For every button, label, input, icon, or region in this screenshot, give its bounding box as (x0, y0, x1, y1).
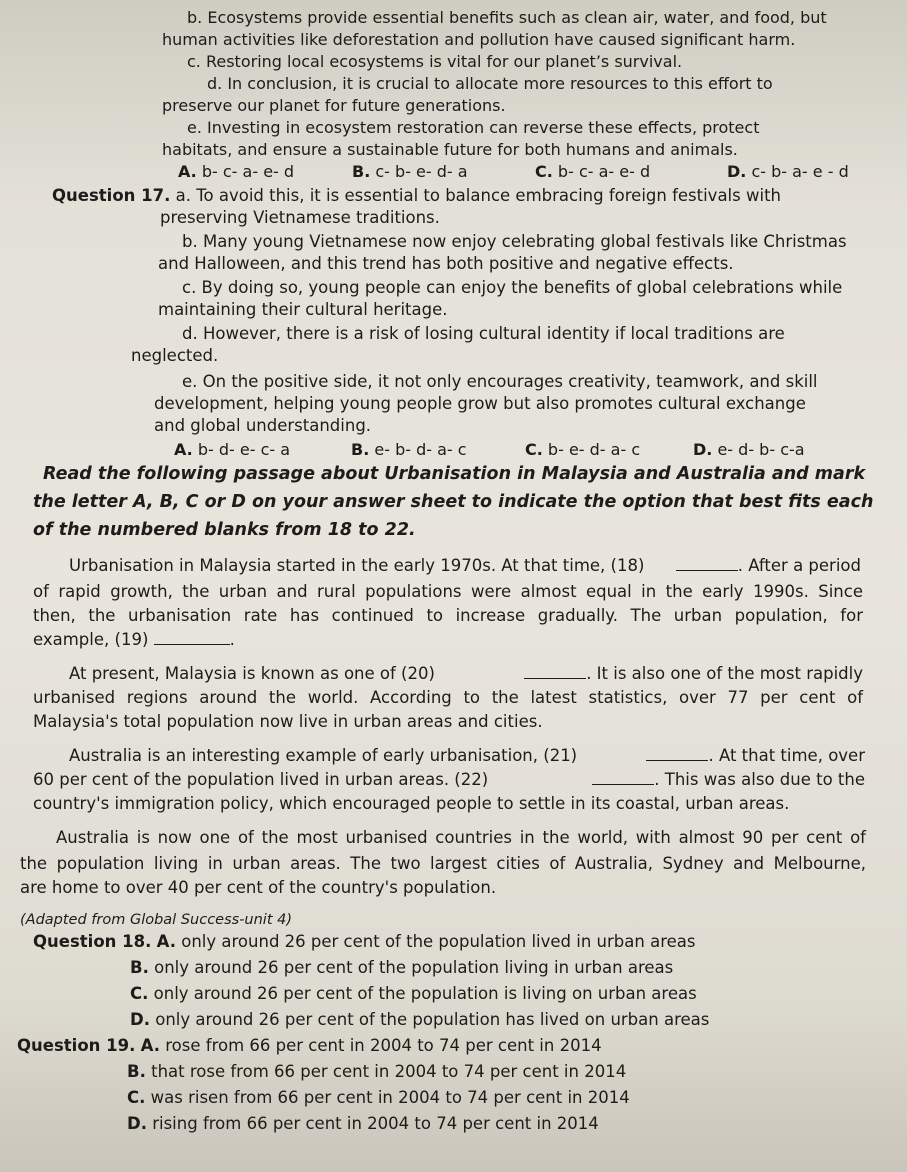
q17-e-line3: and global understanding. (154, 416, 372, 435)
q18-label: Question 18. (33, 932, 152, 951)
passage-p3-line1 (69, 746, 865, 766)
q17-e-line1: e. On the positive side, it not only encourages creativity, teamwork, and skill (182, 372, 818, 391)
q19-option-d[interactable] (127, 1114, 599, 1134)
option-letter: D. (693, 440, 713, 459)
p2-text-before-20: At present, Malaysia is known as one of (20) (69, 664, 441, 683)
q16-c: c. Restoring local ecosystems is vital for our planet’s survival. (187, 52, 683, 71)
q16-b-line2: human activities like deforestation and pollution have caused significant harm. (162, 30, 796, 49)
q19-option-b[interactable] (127, 1062, 626, 1082)
option-letter: B. (127, 1062, 146, 1081)
blank-18 (676, 556, 738, 571)
passage-p1-line1 (69, 556, 861, 576)
option-text: e- b- d- a- c (374, 440, 467, 459)
option-text: e- d- b- c-a (717, 440, 805, 459)
passage-p1-line2: of rapid growth, the urban and rural populations were almost equal in the early 1990s. Since (33, 582, 863, 601)
passage-p3-line2 (33, 770, 865, 790)
passage-p3-line3: country's immigration policy, which encouraged people to settle in its coastal, urban areas. (33, 794, 790, 813)
option-letter: C. (535, 162, 553, 181)
option-letter: B. (351, 440, 370, 459)
q17-b-line2: and Halloween, and this trend has both positive and negative effects. (158, 254, 734, 273)
passage-p1-line4 (33, 630, 235, 650)
q17-e-line2: development, helping young people grow but also promotes cultural exchange (154, 394, 806, 413)
passage-source: (Adapted from Global Success-unit 4) (20, 912, 293, 928)
p1-text-after-18: . After a period (737, 556, 861, 575)
option-letter: D. (130, 1010, 150, 1029)
q17-label: Question 17. (52, 186, 171, 205)
q17-option-a[interactable] (174, 440, 290, 460)
instruction-line2: the letter A, B, C or D on your answer sheet to indicate the option that best fits each (33, 492, 874, 512)
q16-d-line1: d. In conclusion, it is crucial to allocate more resources to this effort to (207, 74, 773, 93)
option-text: b- e- d- a- c (547, 440, 641, 459)
option-text: b- d- e- c- a (197, 440, 291, 459)
passage-p2-line1 (69, 664, 863, 684)
q19-option-a[interactable] (17, 1036, 602, 1056)
option-letter: A. (156, 932, 176, 951)
q18-option-d[interactable] (130, 1010, 709, 1030)
passage-p2-line2: urbanised regions around the world. According to the latest statistics, over 77 per cent of (33, 688, 863, 707)
p1-text-before-19: example, (19) (33, 630, 154, 649)
q16-e-line1: e. Investing in ecosystem restoration can reverse these effects, protect (187, 118, 760, 137)
option-letter: C. (127, 1088, 146, 1107)
option-text: only around 26 per cent of the population lived in urban areas (181, 932, 696, 951)
option-letter: C. (525, 440, 543, 459)
q17-b-line1: b. Many young Vietnamese now enjoy celebrating global festivals like Christmas (182, 232, 847, 251)
instruction-line3: of the numbered blanks from 18 to 22. (33, 520, 416, 540)
instruction-line1: Read the following passage about Urbanisation in Malaysia and Australia and mark (43, 464, 866, 484)
q19-label: Question 19. (17, 1036, 136, 1055)
blank-20 (524, 664, 586, 679)
p3-text-before-21: Australia is an interesting example of early urbanisation, (21) (69, 746, 583, 765)
q17-c-line1: c. By doing so, young people can enjoy the benefits of global celebrations while (182, 278, 843, 297)
passage-p4-line1: Australia is now one of the most urbanised countries in the world, with almost 90 per cent of (56, 828, 866, 847)
blank-21 (646, 746, 708, 761)
q17-c-line2: maintaining their cultural heritage. (158, 300, 448, 319)
option-letter: A. (178, 162, 197, 181)
q16-option-d[interactable] (727, 162, 849, 182)
q17-a-line2: preserving Vietnamese traditions. (160, 208, 440, 227)
p3-text-after-22: . This was also due to the (654, 770, 865, 789)
option-text: b- c- a- e- d (557, 162, 651, 181)
p1-text-before-18: Urbanisation in Malaysia started in the early 1970s. At that time, (18) (69, 556, 650, 575)
passage-p4-line3: are home to over 40 per cent of the country's population. (20, 878, 497, 897)
blank-19 (154, 630, 230, 645)
option-letter: D. (127, 1114, 147, 1133)
q16-option-a[interactable] (178, 162, 294, 182)
p1-text-after-19: . (229, 630, 235, 649)
passage-p4-line2: the population living in urban areas. The two largest cities of Australia, Sydney and Melbourne, (20, 854, 866, 873)
option-text: was risen from 66 per cent in 2004 to 74 per cent in 2014 (150, 1088, 630, 1107)
q16-option-c[interactable] (535, 162, 650, 182)
q17-option-d[interactable] (693, 440, 805, 460)
q17-a-line1 (52, 186, 781, 206)
option-letter: B. (130, 958, 149, 977)
p3-text-after-21: . At that time, over (708, 746, 865, 765)
option-letter: C. (130, 984, 149, 1003)
q16-d-line2: preserve our planet for future generations. (162, 96, 506, 115)
option-text: that rose from 66 per cent in 2004 to 74 per cent in 2014 (151, 1062, 627, 1081)
p2-text-after-20: . It is also one of the most rapidly (586, 664, 863, 683)
option-text: only around 26 per cent of the population living in urban areas (154, 958, 674, 977)
option-text: c- b- e- d- a (375, 162, 468, 181)
q17-option-b[interactable] (351, 440, 467, 460)
q17-d-line2: neglected. (131, 346, 219, 365)
q18-option-a[interactable] (33, 932, 695, 952)
option-letter: A. (174, 440, 193, 459)
q17-d-line1: d. However, there is a risk of losing cultural identity if local traditions are (182, 324, 785, 343)
q19-option-c[interactable] (127, 1088, 630, 1108)
p3-text-before-22: 60 per cent of the population lived in urban areas. (22) (33, 770, 494, 789)
option-letter: D. (727, 162, 747, 181)
option-text: c- b- a- e - d (751, 162, 849, 181)
option-text: only around 26 per cent of the population has lived on urban areas (155, 1010, 710, 1029)
q18-option-b[interactable] (130, 958, 673, 978)
q18-option-c[interactable] (130, 984, 697, 1004)
q17-a-text: a. To avoid this, it is essential to balance embracing foreign festivals with (175, 186, 781, 205)
option-letter: B. (352, 162, 371, 181)
passage-p2-line3: Malaysia's total population now live in urban areas and cities. (33, 712, 543, 731)
option-text: only around 26 per cent of the population is living on urban areas (153, 984, 697, 1003)
q16-b-line1: b. Ecosystems provide essential benefits such as clean air, water, and food, but (187, 8, 827, 27)
q16-e-line2: habitats, and ensure a sustainable future for both humans and animals. (162, 140, 738, 159)
option-text: b- c- a- e- d (201, 162, 295, 181)
passage-p1-line3: then, the urbanisation rate has continued to increase gradually. The urban population, for (33, 606, 863, 625)
option-text: rose from 66 per cent in 2004 to 74 per cent in 2014 (165, 1036, 602, 1055)
option-letter: A. (140, 1036, 160, 1055)
q17-option-c[interactable] (525, 440, 640, 460)
q16-option-b[interactable] (352, 162, 468, 182)
option-text: rising from 66 per cent in 2004 to 74 per cent in 2014 (152, 1114, 599, 1133)
blank-22 (592, 770, 654, 785)
